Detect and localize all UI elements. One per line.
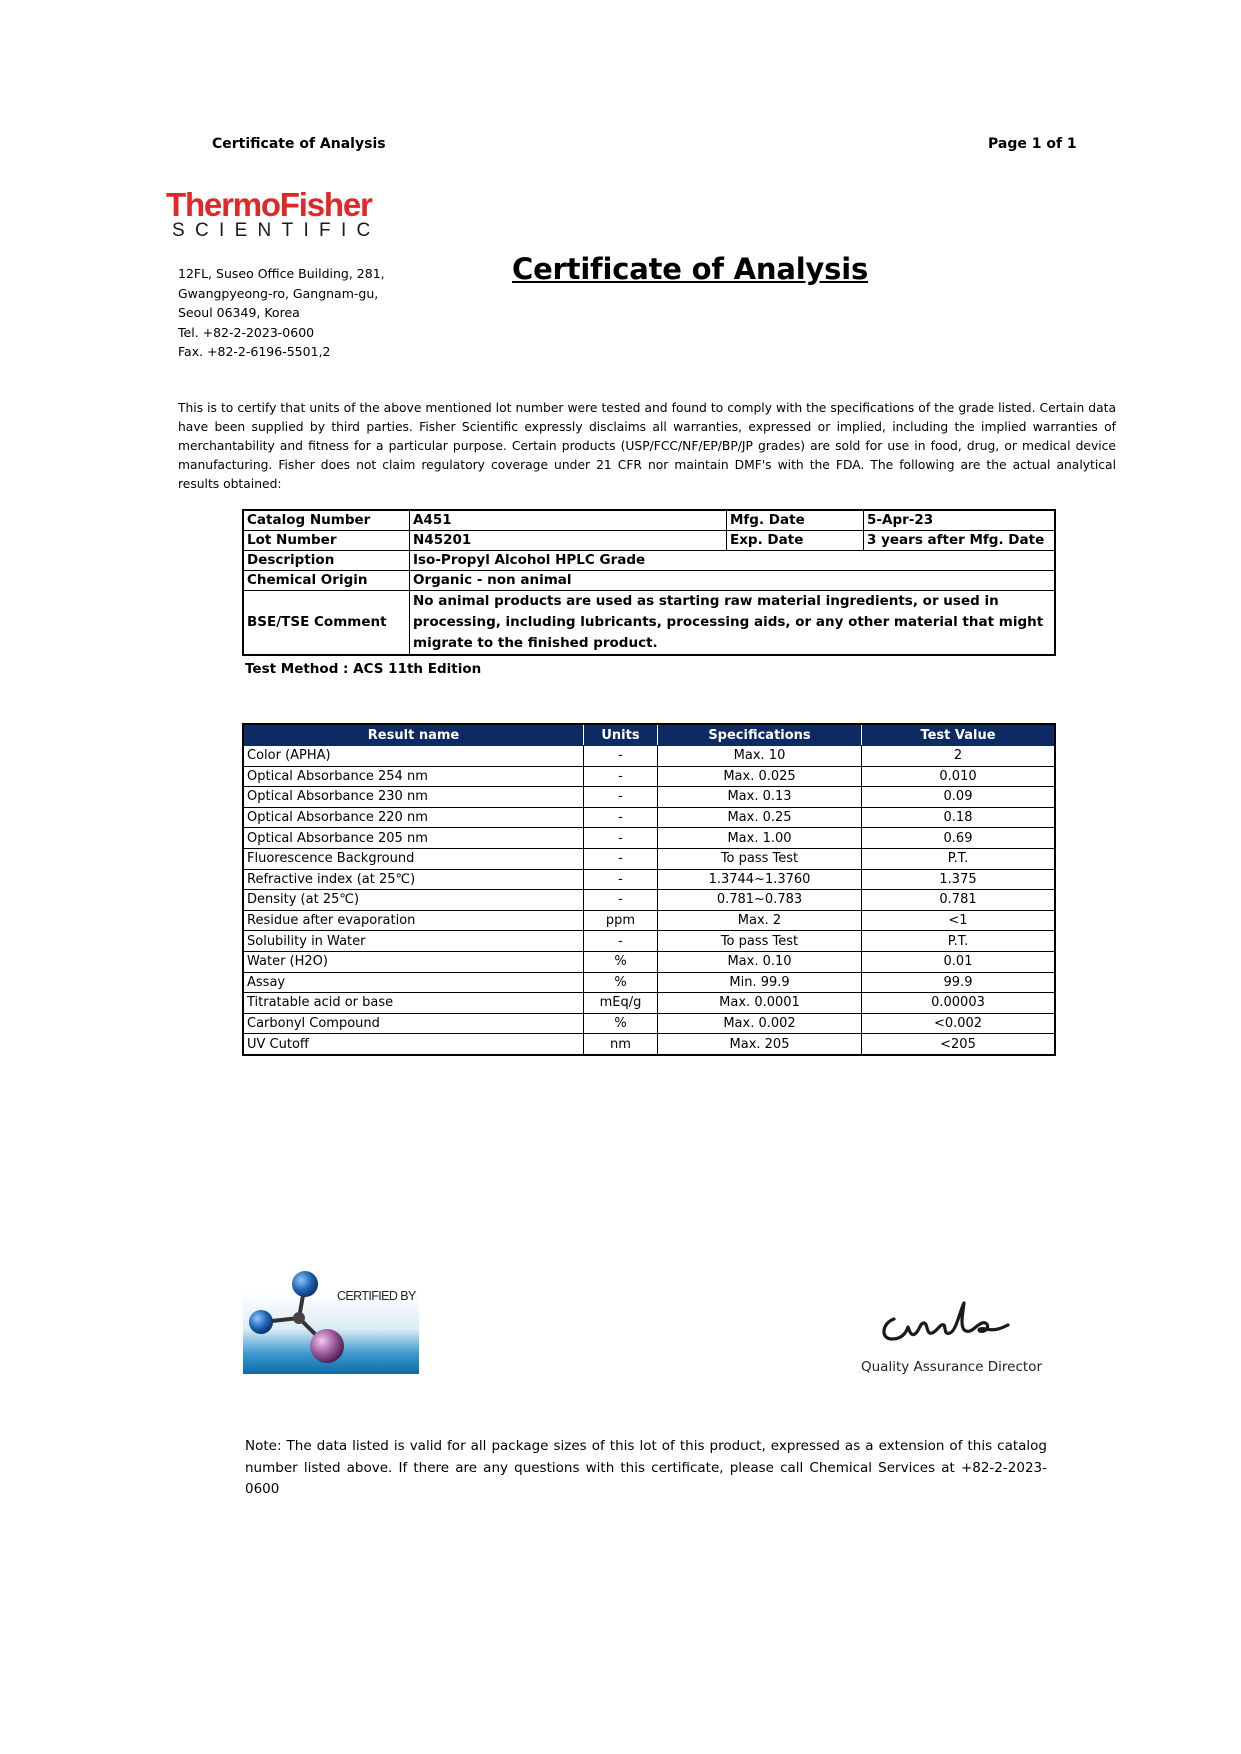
result-value: 1.375 xyxy=(862,869,1056,890)
address-line-2: Gwangpyeong-ro, Gangnam-gu, xyxy=(178,285,379,301)
mfg-date-value: 5-Apr-23 xyxy=(864,510,1056,531)
result-unit: % xyxy=(584,972,658,993)
table-row xyxy=(243,510,1055,531)
thermo-fisher-logo xyxy=(166,188,406,240)
result-spec: Max. 205 xyxy=(658,1034,862,1055)
result-unit: - xyxy=(584,828,658,849)
result-spec: 0.781~0.783 xyxy=(658,890,862,911)
result-spec: Max. 0.025 xyxy=(658,766,862,787)
result-name: Color (APHA) xyxy=(243,746,584,767)
page-title: Certificate of Analysis xyxy=(512,252,869,286)
signature xyxy=(872,1293,1032,1353)
col-specifications: Specifications xyxy=(658,724,862,746)
bse-comment-label: BSE/TSE Comment xyxy=(243,591,410,656)
table-row xyxy=(243,1034,1055,1055)
result-value: 2 xyxy=(862,746,1056,767)
chemical-origin-label: Chemical Origin xyxy=(243,571,410,591)
result-name: Optical Absorbance 205 nm xyxy=(243,828,584,849)
results-table xyxy=(242,723,1056,1056)
result-value: 0.781 xyxy=(862,890,1056,911)
company-address xyxy=(178,264,385,362)
result-spec: Max. 0.002 xyxy=(658,1013,862,1034)
test-method: Test Method : ACS 11th Edition xyxy=(245,661,482,677)
table-row xyxy=(243,848,1055,869)
mfg-date-label: Mfg. Date xyxy=(727,510,864,531)
table-row xyxy=(243,890,1055,911)
description-label: Description xyxy=(243,551,410,571)
catalog-value: A451 xyxy=(410,510,727,531)
result-spec: Max. 1.00 xyxy=(658,828,862,849)
result-value: 99.9 xyxy=(862,972,1056,993)
result-unit: mEq/g xyxy=(584,993,658,1014)
lot-label: Lot Number xyxy=(243,531,410,551)
result-unit: ppm xyxy=(584,910,658,931)
result-value: P.T. xyxy=(862,848,1056,869)
col-result-name: Result name xyxy=(243,724,584,746)
result-spec: To pass Test xyxy=(658,848,862,869)
certification-statement: This is to certify that units of the above mentioned lot number were tested and found to comply with the specifications of the grade listed. Certain data have been supplied by third parties. Fisher Scientific expressly disclaims all warranties, expressed or implied, including the implied warranties of merchantability and fitness for a particular purpose. Certain products (USP/FCC/NF/EP/BP/JP grades) are sold for use in food, drug, or medical device manufacturing. Fisher does not claim regulatory coverage under 21 CFR nor maintain DMF's with the FDA. The following are the actual analytical results obtained: xyxy=(178,401,1116,491)
result-unit: - xyxy=(584,931,658,952)
result-value: 0.09 xyxy=(862,787,1056,808)
table-row xyxy=(243,787,1055,808)
result-name: Refractive index (at 25℃) xyxy=(243,869,584,890)
result-value: <1 xyxy=(862,910,1056,931)
result-unit: - xyxy=(584,766,658,787)
table-row xyxy=(243,972,1055,993)
molecule-icon xyxy=(243,1270,419,1374)
certified-by-text: CERTIFIED BY xyxy=(337,1289,416,1303)
result-unit: - xyxy=(584,890,658,911)
result-spec: Max. 0.13 xyxy=(658,787,862,808)
result-value: <0.002 xyxy=(862,1013,1056,1034)
exp-date-value: 3 years after Mfg. Date xyxy=(864,531,1056,551)
results-body xyxy=(243,746,1055,1055)
telephone: Tel. +82-2-2023-0600 xyxy=(178,324,315,340)
result-value: 0.69 xyxy=(862,828,1056,849)
result-name: Solubility in Water xyxy=(243,931,584,952)
result-unit: nm xyxy=(584,1034,658,1055)
result-unit: % xyxy=(584,951,658,972)
table-row xyxy=(243,807,1055,828)
col-units: Units xyxy=(584,724,658,746)
result-value: 0.010 xyxy=(862,766,1056,787)
logo-wordmark: ThermoFisher xyxy=(166,186,372,223)
address-line-1: 12FL, Suseo Office Building, 281, xyxy=(178,266,385,281)
result-unit: - xyxy=(584,746,658,767)
table-row xyxy=(243,828,1055,849)
result-spec: 1.3744~1.3760 xyxy=(658,869,862,890)
result-name: UV Cutoff xyxy=(243,1034,584,1055)
table-row xyxy=(243,931,1055,952)
logo-subtitle: SCIENTIFIC xyxy=(172,220,381,241)
result-spec: Max. 0.10 xyxy=(658,951,862,972)
results-header-row xyxy=(243,724,1055,746)
result-unit: - xyxy=(584,807,658,828)
result-name: Optical Absorbance 254 nm xyxy=(243,766,584,787)
fax: Fax. +82-2-6196-5501,2 xyxy=(178,344,331,359)
result-unit: % xyxy=(584,1013,658,1034)
header-doc-title: Certificate of Analysis xyxy=(212,136,386,152)
table-row xyxy=(243,766,1055,787)
result-name: Optical Absorbance 230 nm xyxy=(243,787,584,808)
table-row xyxy=(243,551,1055,571)
result-spec: Max. 0.0001 xyxy=(658,993,862,1014)
result-unit: - xyxy=(584,869,658,890)
result-name: Carbonyl Compound xyxy=(243,1013,584,1034)
footer-note: Note: The data listed is valid for all package sizes of this lot of this product, expressed as a extension of this catalog number listed above. If there are any questions with this certificate, please call Chemical Services at +82-2-2023-0600 xyxy=(245,1438,1047,1497)
table-row xyxy=(243,746,1055,767)
table-row xyxy=(243,951,1055,972)
lot-value: N45201 xyxy=(410,531,727,551)
result-value: 0.18 xyxy=(862,807,1056,828)
result-name: Water (H2O) xyxy=(243,951,584,972)
result-spec: Max. 2 xyxy=(658,910,862,931)
result-name: Assay xyxy=(243,972,584,993)
product-info-table xyxy=(242,509,1056,656)
table-row xyxy=(243,869,1055,890)
table-row xyxy=(243,591,1055,656)
certified-by-logo xyxy=(243,1270,419,1374)
result-spec: Max. 0.25 xyxy=(658,807,862,828)
table-row xyxy=(243,910,1055,931)
result-unit: - xyxy=(584,848,658,869)
result-name: Titratable acid or base xyxy=(243,993,584,1014)
result-spec: To pass Test xyxy=(658,931,862,952)
catalog-label: Catalog Number xyxy=(243,510,410,531)
result-spec: Max. 10 xyxy=(658,746,862,767)
result-value: <205 xyxy=(862,1034,1056,1055)
result-name: Optical Absorbance 220 nm xyxy=(243,807,584,828)
result-value: 0.00003 xyxy=(862,993,1056,1014)
result-name: Fluorescence Background xyxy=(243,848,584,869)
exp-date-label: Exp. Date xyxy=(727,531,864,551)
table-row xyxy=(243,1013,1055,1034)
result-name: Density (at 25℃) xyxy=(243,890,584,911)
table-row xyxy=(243,571,1055,591)
table-row xyxy=(243,531,1055,551)
result-name: Residue after evaporation xyxy=(243,910,584,931)
col-test-value: Test Value xyxy=(862,724,1056,746)
result-unit: - xyxy=(584,787,658,808)
result-value: 0.01 xyxy=(862,951,1056,972)
table-row xyxy=(243,993,1055,1014)
chemical-origin-value: Organic - non animal xyxy=(410,571,1056,591)
result-value: P.T. xyxy=(862,931,1056,952)
handwritten-signature-icon xyxy=(872,1293,1032,1353)
description-value: Iso-Propyl Alcohol HPLC Grade xyxy=(410,551,1056,571)
page-number: Page 1 of 1 xyxy=(988,136,1077,152)
result-spec: Min. 99.9 xyxy=(658,972,862,993)
qa-director-title: Quality Assurance Director xyxy=(861,1359,1043,1375)
address-line-3: Seoul 06349, Korea xyxy=(178,305,300,320)
bse-comment-value: No animal products are used as starting raw material ingredients, or used in processing, including lubricants, processing aids, or any other material that might migrate to the finished product. xyxy=(410,591,1056,656)
